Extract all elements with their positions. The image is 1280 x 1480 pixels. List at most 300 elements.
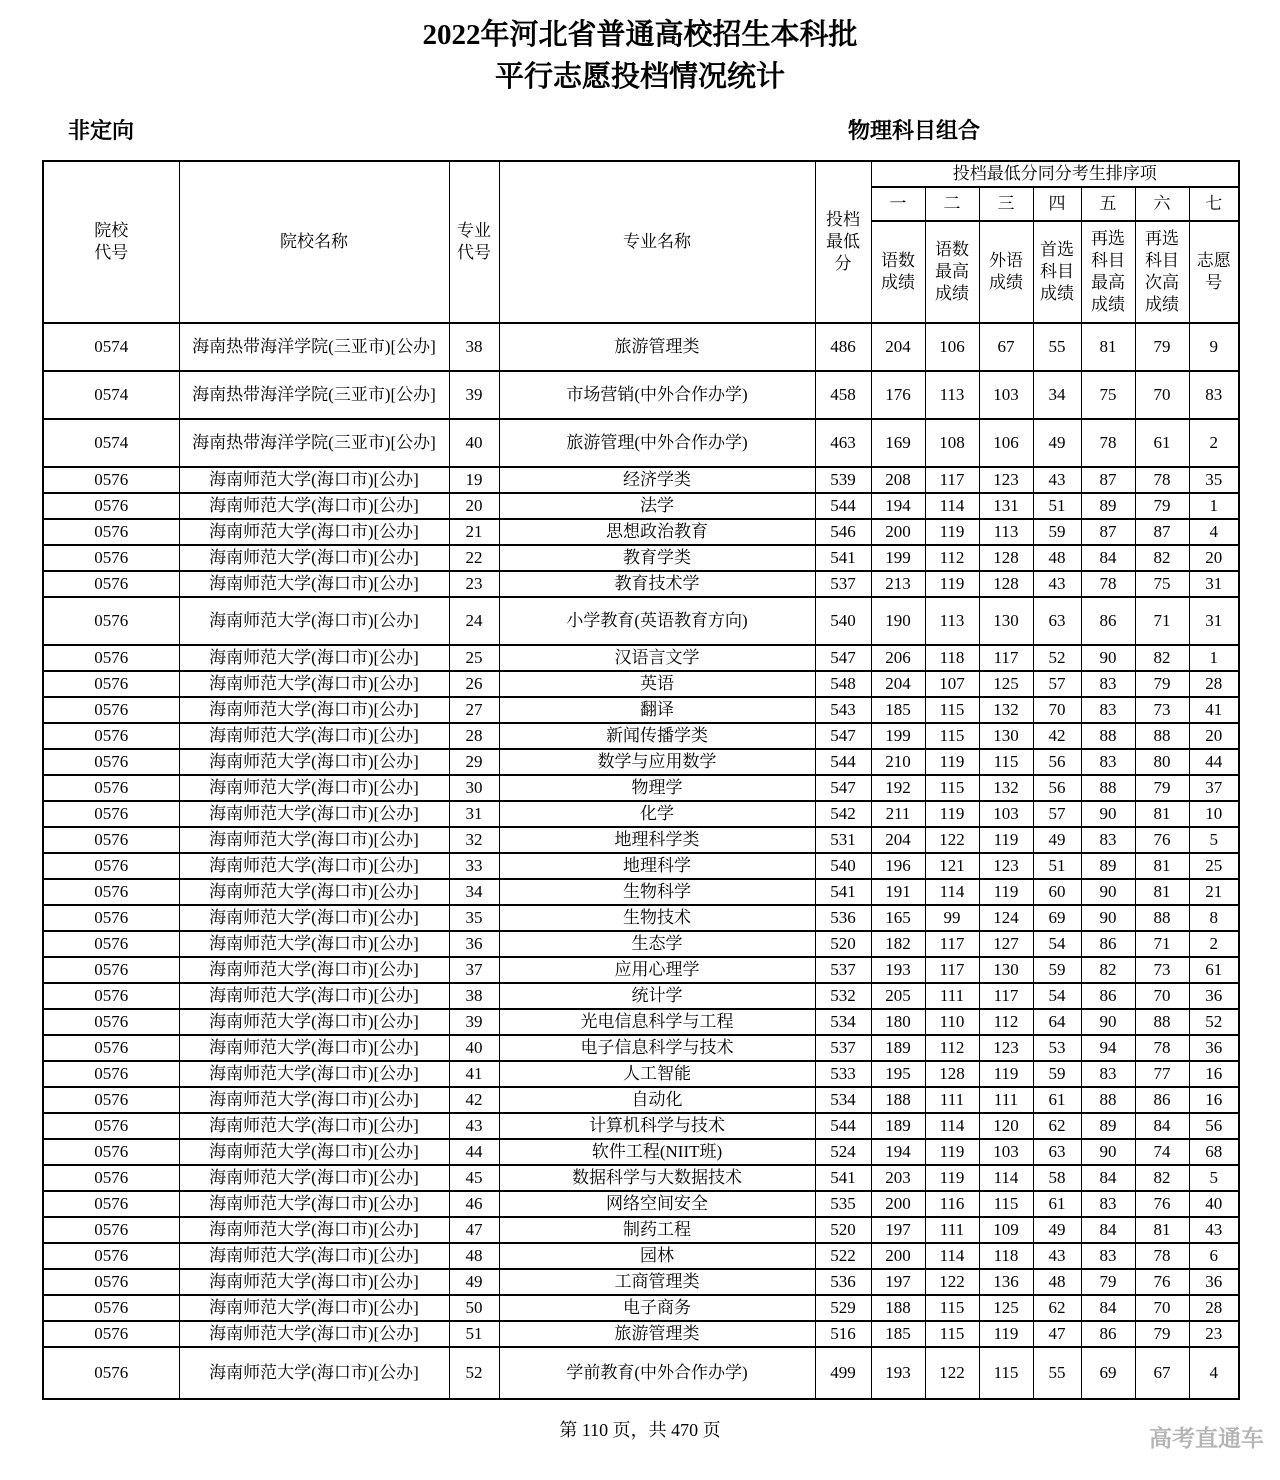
cell-rank-2: 128 [925,1061,979,1087]
cell-major-code: 32 [449,827,499,853]
table-row [43,1243,1239,1269]
cell-min-score: 544 [815,1113,871,1139]
cell-rank-7: 44 [1189,749,1239,775]
cell-college-code: 0574 [43,419,179,467]
cell-rank-2: 115 [925,723,979,749]
cell-rank-4: 62 [1033,1113,1081,1139]
category-label: 非定向 [68,118,135,143]
table-row [43,853,1239,879]
cell-rank-2: 122 [925,827,979,853]
cell-rank-2: 107 [925,671,979,697]
table-body [43,323,1239,1399]
cell-rank-1: 195 [871,1061,925,1087]
cell-college-code: 0576 [43,571,179,597]
cell-major-name: 汉语言文学 [499,645,815,671]
cell-college-code: 0576 [43,1191,179,1217]
tiebreak-numeral-3: 三 [979,187,1033,221]
cell-major-name: 小学教育(英语教育方向) [499,597,815,645]
cell-min-score: 529 [815,1295,871,1321]
cell-major-code: 46 [449,1191,499,1217]
cell-rank-1: 188 [871,1295,925,1321]
cell-major-code: 51 [449,1321,499,1347]
cell-rank-2: 122 [925,1347,979,1399]
cell-rank-5: 90 [1081,1139,1135,1165]
cell-major-code: 42 [449,1087,499,1113]
cell-rank-6: 61 [1135,419,1189,467]
cell-college-code: 0576 [43,1321,179,1347]
cell-major-name: 制药工程 [499,1217,815,1243]
cell-min-score: 486 [815,323,871,371]
cell-min-score: 547 [815,723,871,749]
cell-major-name: 旅游管理类 [499,1321,815,1347]
cell-college-code: 0576 [43,853,179,879]
cell-min-score: 542 [815,801,871,827]
table-row [43,983,1239,1009]
cell-major-name: 旅游管理类 [499,323,815,371]
cell-rank-3: 125 [979,671,1033,697]
cell-rank-6: 70 [1135,1295,1189,1321]
cell-rank-1: 205 [871,983,925,1009]
cell-rank-2: 117 [925,467,979,493]
cell-min-score: 547 [815,645,871,671]
cell-college-name: 海南师范大学(海口市)[公办] [179,519,449,545]
cell-rank-3: 117 [979,983,1033,1009]
cell-rank-1: 204 [871,323,925,371]
cell-rank-2: 114 [925,493,979,519]
header-major-code: 专业代号 [449,161,499,323]
cell-major-code: 41 [449,1061,499,1087]
cell-college-name: 海南师范大学(海口市)[公办] [179,1113,449,1139]
cell-rank-3: 136 [979,1269,1033,1295]
cell-major-name: 光电信息科学与工程 [499,1009,815,1035]
table-row [43,801,1239,827]
tiebreak-numeral-4: 四 [1033,187,1081,221]
cell-major-name: 地理科学 [499,853,815,879]
cell-college-name: 海南师范大学(海口市)[公办] [179,1165,449,1191]
cell-college-code: 0576 [43,1139,179,1165]
header-college-name: 院校名称 [179,161,449,323]
cell-college-code: 0576 [43,931,179,957]
cell-rank-6: 73 [1135,697,1189,723]
header-college-code: 院校代号 [43,161,179,323]
cell-rank-6: 75 [1135,571,1189,597]
cell-major-name: 教育学类 [499,545,815,571]
table-row [43,493,1239,519]
cell-min-score: 536 [815,905,871,931]
table-row [43,749,1239,775]
table-row [43,467,1239,493]
cell-major-name: 园林 [499,1243,815,1269]
cell-rank-7: 1 [1189,493,1239,519]
cell-rank-7: 20 [1189,545,1239,571]
cell-rank-7: 23 [1189,1321,1239,1347]
cell-rank-4: 42 [1033,723,1081,749]
cell-rank-2: 108 [925,419,979,467]
cell-min-score: 520 [815,1217,871,1243]
watermark: 高考直通车 [1149,1426,1264,1451]
cell-rank-6: 79 [1135,775,1189,801]
cell-major-code: 23 [449,571,499,597]
cell-rank-3: 119 [979,827,1033,853]
cell-college-code: 0576 [43,1087,179,1113]
cell-rank-4: 59 [1033,1061,1081,1087]
cell-rank-1: 200 [871,519,925,545]
cell-rank-6: 81 [1135,1217,1189,1243]
cell-rank-2: 114 [925,879,979,905]
cell-min-score: 535 [815,1191,871,1217]
cell-rank-6: 80 [1135,749,1189,775]
cell-rank-2: 114 [925,1243,979,1269]
cell-college-name: 海南师范大学(海口市)[公办] [179,597,449,645]
cell-rank-7: 4 [1189,519,1239,545]
cell-rank-5: 84 [1081,1217,1135,1243]
cell-college-name: 海南师范大学(海口市)[公办] [179,905,449,931]
cell-rank-4: 63 [1033,597,1081,645]
cell-rank-6: 82 [1135,645,1189,671]
cell-major-code: 38 [449,323,499,371]
cell-college-code: 0574 [43,371,179,419]
cell-rank-3: 128 [979,571,1033,597]
cell-rank-4: 54 [1033,931,1081,957]
cell-rank-5: 87 [1081,519,1135,545]
cell-min-score: 520 [815,931,871,957]
cell-rank-3: 106 [979,419,1033,467]
cell-college-code: 0576 [43,801,179,827]
table-row [43,1165,1239,1191]
cell-rank-2: 122 [925,1269,979,1295]
table-row [43,775,1239,801]
cell-college-name: 海南师范大学(海口市)[公办] [179,493,449,519]
cell-rank-5: 84 [1081,1165,1135,1191]
cell-rank-1: 190 [871,597,925,645]
subject-label: 物理科目组合 [848,118,981,143]
cell-major-name: 数据科学与大数据技术 [499,1165,815,1191]
cell-min-score: 524 [815,1139,871,1165]
cell-rank-2: 111 [925,1087,979,1113]
table-row [43,519,1239,545]
cell-rank-1: 206 [871,645,925,671]
cell-rank-5: 83 [1081,1191,1135,1217]
cell-rank-3: 132 [979,697,1033,723]
cell-rank-4: 62 [1033,1295,1081,1321]
cell-college-name: 海南师范大学(海口市)[公办] [179,1243,449,1269]
cell-college-name: 海南热带海洋学院(三亚市)[公办] [179,371,449,419]
tiebreak-numeral-7: 七 [1189,187,1239,221]
cell-rank-7: 35 [1189,467,1239,493]
cell-rank-5: 86 [1081,1321,1135,1347]
cell-major-name: 电子商务 [499,1295,815,1321]
cell-min-score: 534 [815,1087,871,1113]
cell-rank-2: 119 [925,801,979,827]
cell-rank-1: 204 [871,827,925,853]
cell-college-code: 0574 [43,323,179,371]
cell-rank-1: 211 [871,801,925,827]
cell-rank-5: 83 [1081,1243,1135,1269]
cell-rank-7: 31 [1189,571,1239,597]
table-row [43,1347,1239,1399]
cell-rank-1: 169 [871,419,925,467]
table-row [43,323,1239,371]
cell-major-code: 52 [449,1347,499,1399]
cell-min-score: 543 [815,697,871,723]
cell-rank-4: 48 [1033,545,1081,571]
cell-rank-3: 103 [979,1139,1033,1165]
cell-rank-5: 78 [1081,419,1135,467]
cell-rank-3: 109 [979,1217,1033,1243]
cell-major-name: 生物科学 [499,879,815,905]
cell-college-name: 海南师范大学(海口市)[公办] [179,931,449,957]
tiebreak-label-3: 外语成绩 [979,221,1033,323]
table-row [43,645,1239,671]
table-row [43,371,1239,419]
cell-college-name: 海南师范大学(海口市)[公办] [179,1321,449,1347]
cell-college-name: 海南师范大学(海口市)[公办] [179,879,449,905]
cell-college-code: 0576 [43,1347,179,1399]
cell-rank-1: 194 [871,1139,925,1165]
cell-rank-5: 88 [1081,775,1135,801]
cell-min-score: 532 [815,983,871,1009]
page-title-line1: 2022年河北省普通高校招生本科批 [422,19,858,51]
cell-rank-3: 67 [979,323,1033,371]
tiebreak-numeral-2: 二 [925,187,979,221]
table-row [43,1035,1239,1061]
table-row [43,671,1239,697]
cell-major-code: 48 [449,1243,499,1269]
cell-rank-6: 78 [1135,1035,1189,1061]
cell-rank-2: 113 [925,597,979,645]
cell-rank-2: 121 [925,853,979,879]
cell-rank-6: 81 [1135,801,1189,827]
cell-rank-5: 82 [1081,957,1135,983]
cell-college-name: 海南师范大学(海口市)[公办] [179,697,449,723]
cell-rank-3: 103 [979,801,1033,827]
cell-major-code: 43 [449,1113,499,1139]
cell-rank-7: 36 [1189,983,1239,1009]
cell-major-code: 30 [449,775,499,801]
cell-major-code: 31 [449,801,499,827]
table-row [43,1191,1239,1217]
cell-college-code: 0576 [43,493,179,519]
cell-rank-3: 115 [979,749,1033,775]
cell-min-score: 516 [815,1321,871,1347]
cell-major-code: 44 [449,1139,499,1165]
cell-major-name: 市场营销(中外合作办学) [499,371,815,419]
cell-min-score: 531 [815,827,871,853]
cell-rank-2: 116 [925,1191,979,1217]
tiebreak-label-5: 再选科目最高成绩 [1081,221,1135,323]
cell-major-name: 统计学 [499,983,815,1009]
cell-rank-4: 59 [1033,957,1081,983]
cell-rank-6: 86 [1135,1087,1189,1113]
cell-rank-1: 200 [871,1191,925,1217]
cell-rank-5: 90 [1081,645,1135,671]
cell-rank-6: 84 [1135,1113,1189,1139]
cell-major-name: 数学与应用数学 [499,749,815,775]
cell-rank-7: 21 [1189,879,1239,905]
header-min-score: 投档最低分 [815,161,871,323]
cell-rank-7: 40 [1189,1191,1239,1217]
cell-rank-4: 43 [1033,1243,1081,1269]
cell-rank-6: 76 [1135,827,1189,853]
cell-college-code: 0576 [43,879,179,905]
cell-rank-7: 16 [1189,1087,1239,1113]
cell-rank-1: 189 [871,1113,925,1139]
table-row [43,1269,1239,1295]
cell-rank-7: 43 [1189,1217,1239,1243]
cell-min-score: 537 [815,957,871,983]
table-header [43,161,1239,323]
cell-rank-5: 83 [1081,1061,1135,1087]
tiebreak-numeral-1: 一 [871,187,925,221]
cell-college-name: 海南师范大学(海口市)[公办] [179,827,449,853]
cell-rank-7: 36 [1189,1269,1239,1295]
cell-rank-5: 90 [1081,1009,1135,1035]
cell-rank-5: 90 [1081,879,1135,905]
cell-min-score: 541 [815,1165,871,1191]
cell-college-code: 0576 [43,983,179,1009]
cell-major-code: 38 [449,983,499,1009]
cell-rank-2: 117 [925,931,979,957]
cell-rank-5: 69 [1081,1347,1135,1399]
cell-major-name: 经济学类 [499,467,815,493]
cell-major-code: 24 [449,597,499,645]
cell-rank-2: 115 [925,1295,979,1321]
cell-major-name: 自动化 [499,1087,815,1113]
cell-college-code: 0576 [43,597,179,645]
cell-min-score: 547 [815,775,871,801]
cell-college-code: 0576 [43,1269,179,1295]
cell-min-score: 546 [815,519,871,545]
cell-college-code: 0576 [43,1295,179,1321]
cell-major-name: 计算机科学与技术 [499,1113,815,1139]
cell-rank-6: 81 [1135,853,1189,879]
cell-rank-6: 82 [1135,545,1189,571]
cell-rank-3: 130 [979,957,1033,983]
cell-major-code: 37 [449,957,499,983]
cell-min-score: 548 [815,671,871,697]
cell-rank-3: 124 [979,905,1033,931]
cell-rank-1: 194 [871,493,925,519]
cell-college-name: 海南热带海洋学院(三亚市)[公办] [179,323,449,371]
table-row [43,1321,1239,1347]
cell-rank-5: 83 [1081,671,1135,697]
table-row [43,545,1239,571]
cell-college-name: 海南师范大学(海口市)[公办] [179,645,449,671]
cell-rank-2: 119 [925,519,979,545]
cell-college-name: 海南师范大学(海口市)[公办] [179,1139,449,1165]
table-row [43,1295,1239,1321]
cell-college-code: 0576 [43,1217,179,1243]
cell-rank-1: 189 [871,1035,925,1061]
cell-college-name: 海南师范大学(海口市)[公办] [179,1217,449,1243]
cell-rank-7: 31 [1189,597,1239,645]
cell-rank-3: 113 [979,519,1033,545]
cell-major-name: 人工智能 [499,1061,815,1087]
cell-rank-7: 41 [1189,697,1239,723]
table-row [43,1009,1239,1035]
cell-rank-6: 79 [1135,671,1189,697]
cell-rank-3: 111 [979,1087,1033,1113]
cell-rank-4: 53 [1033,1035,1081,1061]
cell-rank-3: 130 [979,597,1033,645]
cell-rank-6: 77 [1135,1061,1189,1087]
cell-college-code: 0576 [43,697,179,723]
cell-college-code: 0576 [43,905,179,931]
cell-major-name: 旅游管理(中外合作办学) [499,419,815,467]
cell-rank-2: 119 [925,1165,979,1191]
cell-college-name: 海南师范大学(海口市)[公办] [179,983,449,1009]
table-row [43,597,1239,645]
cell-college-name: 海南师范大学(海口市)[公办] [179,671,449,697]
table-row [43,1113,1239,1139]
cell-rank-2: 112 [925,545,979,571]
cell-college-code: 0576 [43,749,179,775]
cell-rank-6: 70 [1135,371,1189,419]
cell-min-score: 536 [815,1269,871,1295]
cell-rank-3: 112 [979,1009,1033,1035]
table-row [43,957,1239,983]
cell-min-score: 463 [815,419,871,467]
cell-rank-7: 83 [1189,371,1239,419]
cell-college-code: 0576 [43,827,179,853]
header-group-row [43,161,1239,187]
cell-rank-7: 8 [1189,905,1239,931]
cell-rank-6: 87 [1135,519,1189,545]
cell-rank-7: 16 [1189,1061,1239,1087]
cell-college-name: 海南师范大学(海口市)[公办] [179,467,449,493]
cell-rank-1: 192 [871,775,925,801]
cell-rank-3: 123 [979,1035,1033,1061]
cell-rank-1: 193 [871,957,925,983]
cell-rank-5: 88 [1081,1087,1135,1113]
cell-rank-2: 111 [925,1217,979,1243]
cell-rank-5: 89 [1081,1113,1135,1139]
table-row [43,723,1239,749]
cell-rank-2: 114 [925,1113,979,1139]
cell-major-code: 39 [449,371,499,419]
cell-rank-2: 110 [925,1009,979,1035]
cell-rank-1: 213 [871,571,925,597]
cell-college-name: 海南师范大学(海口市)[公办] [179,723,449,749]
cell-rank-3: 115 [979,1191,1033,1217]
cell-major-code: 20 [449,493,499,519]
cell-college-name: 海南师范大学(海口市)[公办] [179,1269,449,1295]
cell-rank-6: 79 [1135,1321,1189,1347]
cell-rank-6: 81 [1135,879,1189,905]
cell-college-code: 0576 [43,723,179,749]
cell-rank-7: 61 [1189,957,1239,983]
cell-major-code: 27 [449,697,499,723]
cell-major-code: 19 [449,467,499,493]
cell-rank-1: 180 [871,1009,925,1035]
cell-rank-4: 59 [1033,519,1081,545]
tiebreak-numeral-6: 六 [1135,187,1189,221]
cell-rank-3: 127 [979,931,1033,957]
cell-college-name: 海南师范大学(海口市)[公办] [179,775,449,801]
table-row [43,697,1239,723]
cell-college-code: 0576 [43,1113,179,1139]
table-row [43,1087,1239,1113]
table-row [43,1139,1239,1165]
cell-rank-2: 117 [925,957,979,983]
cell-major-code: 33 [449,853,499,879]
cell-rank-6: 71 [1135,931,1189,957]
cell-rank-1: 210 [871,749,925,775]
cell-major-name: 应用心理学 [499,957,815,983]
cell-rank-7: 9 [1189,323,1239,371]
cell-min-score: 537 [815,571,871,597]
cell-rank-4: 48 [1033,1269,1081,1295]
